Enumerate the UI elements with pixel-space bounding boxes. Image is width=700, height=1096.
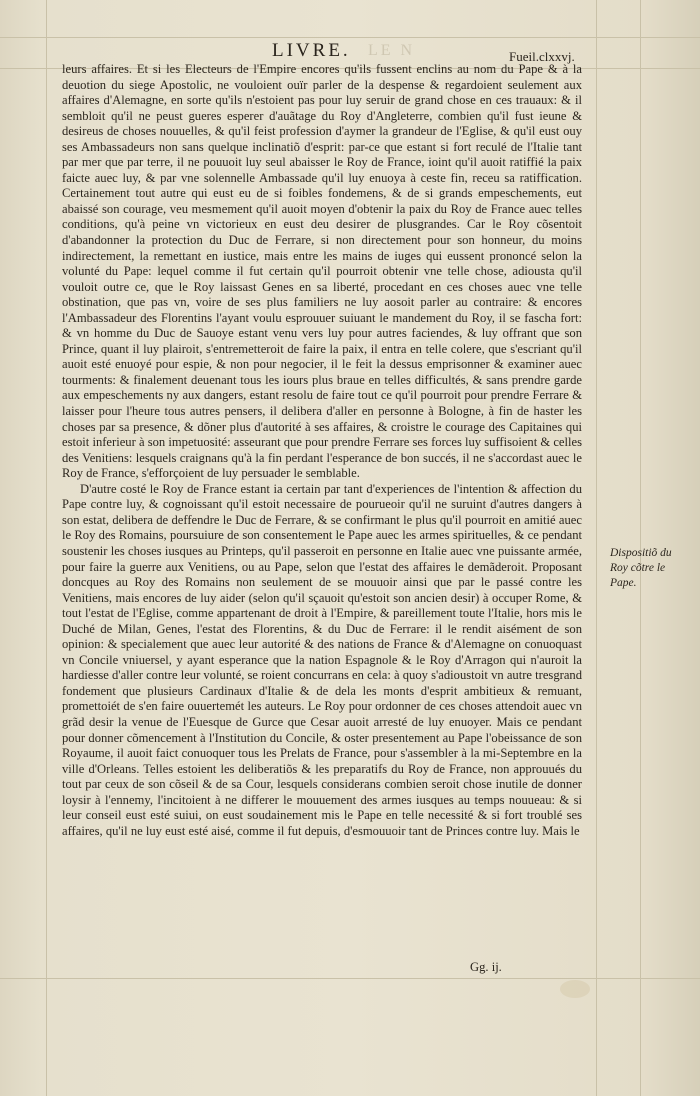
folio-number: Fueil.clxxvj. [509,49,575,64]
bottom-guide-line [0,978,700,979]
paragraph-2: D'autre costé le Roy de France estant ia certain par tant d'experiences de l'intention & affection du Pape contre luy, & cognoissant qu'il estoit necessaire de pourueoir qu'il ne suruint d'autres dangers à son estat, delibera de deffendre le Duc de Ferrare, & se confirmant le plus qu'il pourroit en amitié auec le Roy des Romains, poursuiure de son consentement le Pape auec les armes spirituelles, & ce pendant soustenir les choses iusques au Printeps, qu'il passeroit en personne en Italie auec vne puissante armée, pour faire la guerre aux Venitiens, ou au Pape, selon que l'estat des affaires le demãderoit. Proposant doncques au Roy des Romains non seulement de se mouuoir ainsi que par le passé contre les Venitiens, mais encores de luy aider (selon qu'il sçauoit qu'estoit son ancien desir) à occuper Rome, & tout l'estat de l'Eglise, comme appartenant de droit à l'Empire, & pareillement toute l'Italie, hors mis le Duché de Milan, Genes, l'estat des Florentins, & du Duc de Ferrare: il le rendit aisément de son opinion: & specialement que auec leur autorité & des nations de France & d'Alemagne on conuoquast vn Concile vniuersel, y ayant esperance que la nation Espagnole & le Roy d'Arragon qui n'auroit la hardiesse d'aller contre leur volunté, se roient concurrans en cela: à quoy s'adioustoit vn autre tresgrand fondement que plusieurs Cardinaux d'Italie & de dela les monts d'esprit ambitieux & remuant, promettoiét de s'en faire ouuertemét les auteurs. Le Roy pour ordonner de ces choses attendoit auec vn grãd desir la venue de l'Euesque de Gurce que Cesar auoit arresté de luy enuoyer. Mais ce pendant pour donner cõmencement à l'Institution du Concile, & oster presentement au Pape l'obeissance de son Royaume, il auoit faict conuoquer tous les Prelats de France, pour s'assembler à la mi-Septembre en la ville d'Orleans. Telles estoient les deliberatiõs & les preparatifs du Roy de France, non approuués du tout par ceux de son cõseil & de sa Cour, lesquels considerans combien seroit chose inutile de donner loysir à l'ennemy, l'incitoient à ne differer le mouuement des armes iusques au temps nouueau: & si leur conseil eust esté suiui, on eust soudainement mis le Pape en telle necessité & si fort troublé ses affaires, qu'il ne luy eust esté aisé, comme il fut depuis, d'esmouuoir tant de Princes contre luy. Mais le [62,481,582,838]
running-title: LIVRE. [272,40,351,61]
show-through-title: LE N [368,42,416,59]
paper-stain [560,980,590,998]
signature-mark: Gg. ij. [470,960,502,974]
main-text-block [62,62,582,839]
top-guide-line [0,37,700,38]
paragraph-1: leurs affaires. Et si les Electeurs de l'Empire encores qu'ils fussent enclins au nom du Pape & à la deuotion du siege Apostolic, ne vouloient ouïr parler de la despense & regardoient seulement aux affaires d'Alemagne, en sorte qu'ils n'estoient pas pour luy seruir de grand chose en ces trauaux: & il sembloit qu'il ne peust gueres esperer d'auãtage du Roy d'Angleterre, combien qu'il fust ieune & desireus de choses nouuelles, & qu'il feist profession d'aymer la grandeur de l'Eglise, & qu'il eust ouy ses Ambassadeurs non sans quelque inclinatiõ d'esprit: par-ce que estant si fort reculé de l'Italie tant par mer que par terre, il ne pouuoit luy seul abaisser le Roy de France, ioint qu'il auoit ratiffié la paix faicte auec luy, & par vne solennelle Ambassade qu'il luy enuoya à ceste fin, receu sa ratiffication. Certainement tout autre qui eust eu de si foibles fondemens, & de si grands empeschements, eut abaissé son courage, veu mesmement qu'il auoit moyen d'obtenir la paix du Roy de France auec telles conditions, qu'à peine vn victorieux en eust deu desirer de plusgrandes. Car le Roy cõsentoit d'abandonner la protection du Duc de Ferrare, si non directement pour son honneur, du moins indirectement, la remettant en iustice, mais entre les mains de iuges qui eussent prononcé selon la volunté du Pape: lequel comme il fut certain qu'il pourroit obtenir vne telle chose, adiousta qu'il vouloit outre ce, que le Roy laissast Genes en sa liberté, procedant en ces choses auec vne telle obstination, que pas vn, voire de ses plus familiers ne luy aosoit parler au contraire: & encores l'Ambassadeur des Florentins l'ayant voulu esprouuer suiuant le mandement du Roy, il se fascha fort: & vn homme du Duc de Sauoye estant venu vers luy pour autres faciendes, & luy offrant que son Prince, quant il luy plairoit, s'entremetteroit de faire la paix, il entra en telle colere, que s'escriant qu'il auoit esté enuoyé pour espie, & non pour negocier, il le feit la dessus emprisonner & examiner auec tourments: & finalement deuenant tous les iours plus braue en telles difficultés, & sans prendre garde aux empeschements ny aux dangers, estant resolu de faire tout ce qu'il pourroit pour prendre Ferrare & laisser pour l'heure tous autres pensers, il delibera d'aller en personne à Bologne, à fin de haster les choses par sa presence, & dõner plus d'autorité à ses affaires, & croistre le courage des Capitaines qui estoit inferieur à son impetuosité: asseurant que pour prendre Ferrare ses forces luy suffisoient & celles des Venitiens: lesquels craignans qu'à la fin perdant l'esperance de bon succés, il ne s'accordast auec le Roy de France, s'efforçoient de luy persuader le semblable. [62,62,582,481]
text-margin-line [596,0,597,1096]
margin-note: Dispositiõ du Roy cõtre le Pape. [610,547,672,589]
left-margin-line [46,0,47,1096]
